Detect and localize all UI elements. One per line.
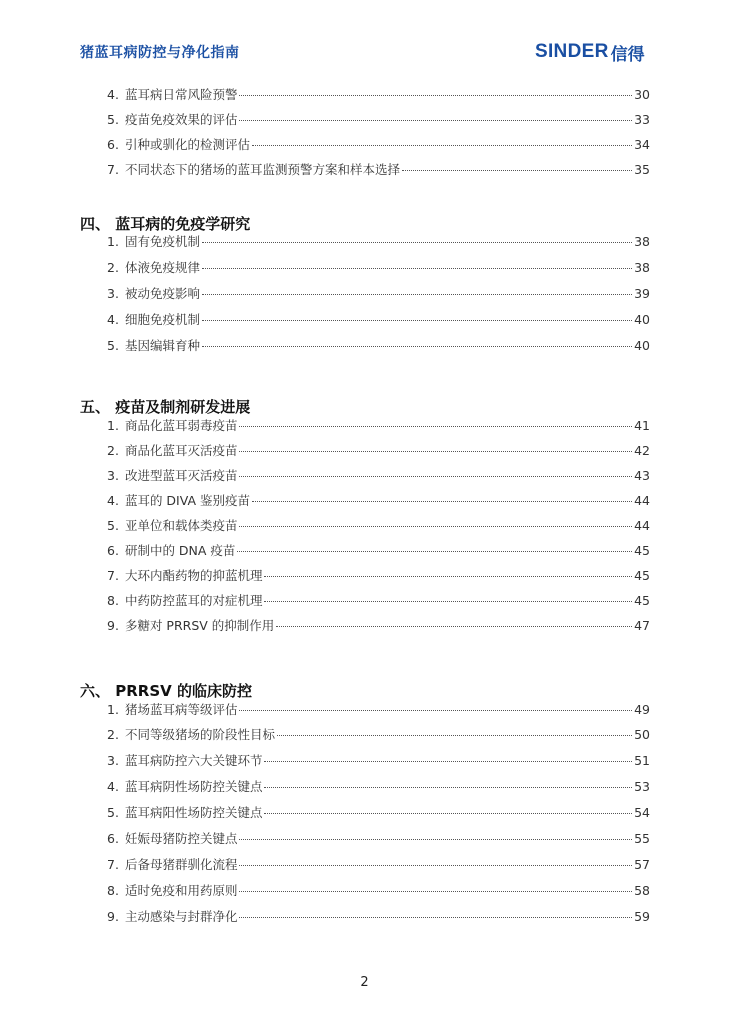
dot-leader: [239, 891, 632, 892]
page-header: [0, 0, 729, 72]
toc-entry-number: 9.: [107, 618, 119, 633]
toc-entry-page: 45: [634, 568, 650, 583]
toc-entry-page: 58: [634, 883, 650, 898]
toc-entry-title: 固有免疫机制: [124, 234, 200, 249]
toc-entry-number: 3.: [107, 286, 119, 301]
toc-entry-title: 后备母猪群驯化流程: [124, 857, 238, 872]
toc-entry-page: 57: [634, 857, 650, 872]
toc-entry-title: 猪场蓝耳病等级评估: [124, 702, 238, 717]
toc-entry-page: 40: [634, 338, 650, 353]
dot-leader: [239, 839, 632, 840]
toc-entry-page: 53: [634, 779, 650, 794]
sinder-logo: [535, 41, 645, 63]
toc-entry[interactable]: [107, 258, 650, 276]
toc-entry[interactable]: [107, 336, 650, 354]
toc-entry-page: 51: [634, 753, 650, 768]
toc-entry-number: 7.: [107, 857, 119, 872]
dot-leader: [202, 268, 632, 269]
toc-entry-title: 改进型蓝耳灭活疫苗: [124, 468, 238, 483]
dot-leader: [264, 787, 632, 788]
toc-entry[interactable]: [107, 829, 650, 847]
toc-entry-title: 疫苗免疫效果的评估: [124, 112, 238, 127]
toc-entry[interactable]: [107, 416, 650, 434]
toc-entry-number: 9.: [107, 909, 119, 924]
toc-entry-number: 7.: [107, 568, 119, 583]
toc-entry-number: 1.: [107, 234, 119, 249]
toc-entry-number: 2.: [107, 443, 119, 458]
toc-entry-page: 39: [634, 286, 650, 301]
toc-entry[interactable]: [107, 700, 650, 718]
toc-entry[interactable]: [107, 466, 650, 484]
toc-entry-number: 4.: [107, 493, 119, 508]
toc-entry-page: 50: [634, 727, 650, 742]
section-heading: 五、 疫苗及制剂研发进展: [80, 398, 251, 416]
dot-leader: [239, 95, 632, 96]
toc-entry[interactable]: [107, 566, 650, 584]
toc-entry-title: 不同状态下的猪场的蓝耳监测预警方案和样本选择: [124, 162, 400, 177]
toc-entry-title: 主动感染与封群净化: [124, 909, 238, 924]
toc-entry[interactable]: [107, 725, 650, 743]
toc-entry-title: 多糖对 PRRSV 的抑制作用: [124, 618, 275, 633]
toc-entry[interactable]: [107, 310, 650, 328]
toc-entry-number: 6.: [107, 831, 119, 846]
toc-entry-number: 1.: [107, 702, 119, 717]
toc-entry-page: 55: [634, 831, 650, 846]
toc-entry-page: 47: [634, 618, 650, 633]
toc-entry-title: 中药防控蓝耳的对症机理: [124, 593, 263, 608]
dot-leader: [202, 294, 632, 295]
toc-entry-number: 5.: [107, 112, 119, 127]
toc-entry-title: 引种或驯化的检测评估: [124, 137, 250, 152]
dot-leader: [264, 576, 632, 577]
toc-entry[interactable]: [107, 160, 650, 178]
toc-entry-page: 41: [634, 418, 650, 433]
toc-entry-title: 商品化蓝耳弱毒疫苗: [124, 418, 238, 433]
dot-leader: [239, 865, 632, 866]
dot-leader: [202, 242, 632, 243]
toc-entry-number: 6.: [107, 137, 119, 152]
toc-entry[interactable]: [107, 541, 650, 559]
dot-leader: [239, 526, 632, 527]
dot-leader: [202, 346, 632, 347]
section-heading: 四、 蓝耳病的免疫学研究: [80, 215, 251, 233]
toc-entry-page: 35: [634, 162, 650, 177]
toc-entry-number: 4.: [107, 779, 119, 794]
dot-leader: [264, 813, 632, 814]
toc-entry-page: 43: [634, 468, 650, 483]
dot-leader: [239, 451, 632, 452]
toc-entry[interactable]: [107, 881, 650, 899]
document-title: 猪蓝耳病防控与净化指南: [80, 45, 240, 61]
dot-leader: [252, 145, 632, 146]
section-heading: 六、 PRRSV 的临床防控: [80, 682, 252, 700]
toc-entry-title: 体液免疫规律: [124, 260, 200, 275]
dot-leader: [239, 120, 632, 121]
toc-entry-page: 49: [634, 702, 650, 717]
toc-entry-page: 34: [634, 137, 650, 152]
toc-entry-page: 44: [634, 493, 650, 508]
toc-entry-title: 大环内酯药物的抑蓝机理: [124, 568, 263, 583]
dot-leader: [276, 626, 632, 627]
dot-leader: [239, 917, 632, 918]
toc-entry-title: 蓝耳病阳性场防控关键点: [124, 805, 263, 820]
toc-entry-number: 5.: [107, 518, 119, 533]
dot-leader: [277, 735, 632, 736]
toc-entry[interactable]: [107, 232, 650, 250]
toc-entry-page: 38: [634, 234, 650, 249]
toc-entry-title: 蓝耳病阴性场防控关键点: [124, 779, 263, 794]
toc-entry-page: 44: [634, 518, 650, 533]
toc-entry-page: 40: [634, 312, 650, 327]
toc-entry-page: 38: [634, 260, 650, 275]
toc-entry-number: 4.: [107, 87, 119, 102]
toc-entry-number: 2.: [107, 727, 119, 742]
page-number: 2: [360, 975, 369, 990]
dot-leader: [264, 601, 632, 602]
toc-entry-number: 5.: [107, 805, 119, 820]
dot-leader: [252, 501, 632, 502]
toc-entry-number: 4.: [107, 312, 119, 327]
toc-entry[interactable]: [107, 441, 650, 459]
toc-entry-number: 5.: [107, 338, 119, 353]
toc-entry-title: 蓝耳病防控六大关键环节: [124, 753, 263, 768]
toc-entry-title: 研制中的 DNA 疫苗: [124, 543, 236, 558]
toc-entry-number: 6.: [107, 543, 119, 558]
toc-entry[interactable]: [107, 855, 650, 873]
toc-entry-number: 2.: [107, 260, 119, 275]
toc-entry-number: 3.: [107, 753, 119, 768]
toc-entry-number: 3.: [107, 468, 119, 483]
dot-leader: [237, 551, 632, 552]
toc-entry-page: 33: [634, 112, 650, 127]
toc-entry-page: 54: [634, 805, 650, 820]
toc-entry-title: 亚单位和载体类疫苗: [124, 518, 238, 533]
toc-entry-title: 细胞免疫机制: [124, 312, 200, 327]
toc-entry[interactable]: [107, 777, 650, 795]
dot-leader: [202, 320, 632, 321]
toc-entry-title: 蓝耳的 DIVA 鉴别疫苗: [124, 493, 250, 508]
dot-leader: [402, 170, 632, 171]
dot-leader: [239, 426, 632, 427]
toc-entry-title: 适时免疫和用药原则: [124, 883, 238, 898]
toc-entry[interactable]: [107, 516, 650, 534]
toc-entry-title: 不同等级猪场的阶段性目标: [124, 727, 275, 742]
toc-entry-title: 被动免疫影响: [124, 286, 200, 301]
toc-entry-page: 42: [634, 443, 650, 458]
toc-entry-number: 1.: [107, 418, 119, 433]
logo-cn-text: 信得: [610, 44, 645, 65]
toc-entry[interactable]: [107, 907, 650, 925]
toc-entry[interactable]: [107, 591, 650, 609]
toc-entry-number: 7.: [107, 162, 119, 177]
toc-entry-page: 30: [634, 87, 650, 102]
toc-entry-number: 8.: [107, 883, 119, 898]
toc-entry[interactable]: [107, 751, 650, 769]
dot-leader: [239, 710, 632, 711]
toc-entry-number: 8.: [107, 593, 119, 608]
toc-entry-title: 基因编辑育种: [124, 338, 200, 353]
toc-entry[interactable]: [107, 803, 650, 821]
logo-brand-text: SINDER: [535, 41, 609, 62]
toc-entry[interactable]: [107, 135, 650, 153]
toc-entry[interactable]: [107, 491, 650, 509]
toc-entry[interactable]: [107, 284, 650, 302]
toc-entry[interactable]: [107, 616, 650, 634]
toc-entry[interactable]: [107, 85, 650, 103]
toc-entry-title: 妊娠母猪防控关键点: [124, 831, 238, 846]
toc-entry-page: 45: [634, 593, 650, 608]
toc-entry-page: 59: [634, 909, 650, 924]
toc-entry-title: 商品化蓝耳灭活疫苗: [124, 443, 238, 458]
dot-leader: [239, 476, 632, 477]
toc-entry-page: 45: [634, 543, 650, 558]
dot-leader: [264, 761, 632, 762]
toc-entry-title: 蓝耳病日常风险预警: [124, 87, 238, 102]
toc-entry[interactable]: [107, 110, 650, 128]
